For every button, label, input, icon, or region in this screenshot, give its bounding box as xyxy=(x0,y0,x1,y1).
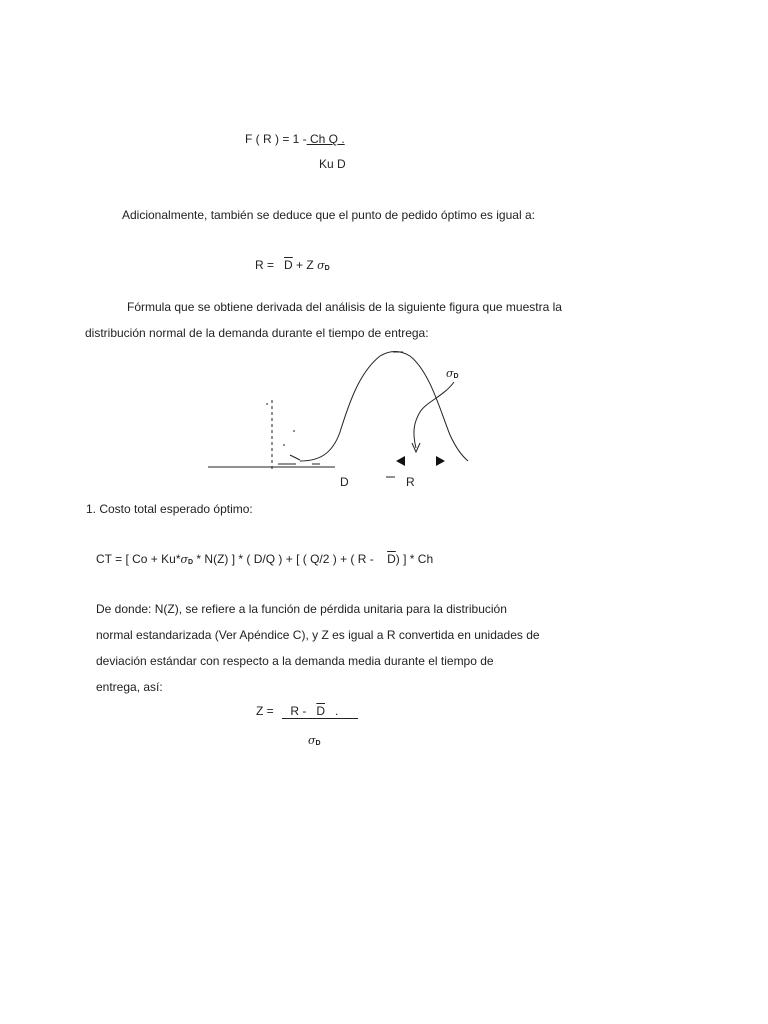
z-sigma: σ xyxy=(308,734,316,747)
fr-lhs: F ( R ) = 1 - xyxy=(245,132,307,146)
dedonde-line3: deviación estándar con respecto a la demanda media durante el tiempo de xyxy=(96,654,494,668)
figure-sigma-sub: D xyxy=(453,373,459,380)
dedonde-line4: entrega, así: xyxy=(96,680,163,694)
z-num-r: R - xyxy=(290,704,307,718)
dedonde-line1: De donde: N(Z), se refiere a la función de pérdida unitaria para la distribución xyxy=(96,602,507,616)
bell-curve xyxy=(300,352,468,462)
r-sigma: σ xyxy=(317,259,325,272)
figure-sigma-label xyxy=(446,366,459,385)
triangle-right-icon xyxy=(436,456,445,466)
r-dbar: $\overline{D}$ xyxy=(284,258,293,272)
ct-part1: CT = [ Co + Ku* xyxy=(96,552,181,566)
r-sigma-sub: D xyxy=(324,265,330,272)
ct-formula xyxy=(96,551,433,571)
z-dot: . xyxy=(335,704,339,718)
section-heading: 1. Costo total esperado óptimo: xyxy=(86,502,253,516)
fr-numerator: Ch Q . xyxy=(306,132,345,146)
triangle-left-icon xyxy=(396,456,405,466)
small-arrow xyxy=(290,455,300,460)
paragraph-figure-line2: distribución normal de la demanda durante el tiempo de entrega: xyxy=(85,326,429,340)
paragraph-figure-line1: Fórmula que se obtiene derivada del análisis de la siguiente figura que muestra la xyxy=(127,300,562,314)
ct-part2: * N(Z) ] * ( D/Q ) + [ ( Q/2 ) + ( R - xyxy=(196,552,374,566)
fr-denominator: Ku D xyxy=(319,157,346,171)
r-rest: + Z xyxy=(296,258,314,272)
z-formula xyxy=(256,703,338,719)
figure-label-d: D xyxy=(340,475,349,489)
paragraph-reorder: Adicionalmente, también se deduce que el punto de pedido óptimo es igual a: xyxy=(122,208,535,222)
z-fraction-line xyxy=(282,718,358,719)
ct-part3: ) ] * Ch xyxy=(395,552,434,566)
figure-sigma: σ xyxy=(446,367,454,380)
ct-sigma-sub: D xyxy=(188,559,194,566)
r-formula xyxy=(255,257,330,277)
z-denominator xyxy=(308,732,321,752)
normal-distribution-figure xyxy=(0,340,768,520)
figure-label-r: R xyxy=(406,475,415,489)
ct-dbar: $\overline{D}$ xyxy=(387,552,396,566)
ct-sigma: σ xyxy=(180,553,189,566)
z-dbar: $\overline{D}$ xyxy=(316,704,326,718)
dedonde-line2: normal estandarizada (Ver Apéndice C), y Z es igual a R convertida en unidades de xyxy=(96,628,540,642)
z-sigma-sub: D xyxy=(315,740,321,747)
z-lhs: Z = xyxy=(256,704,274,718)
fr-formula xyxy=(245,131,345,147)
r-lhs: R = xyxy=(255,258,275,272)
